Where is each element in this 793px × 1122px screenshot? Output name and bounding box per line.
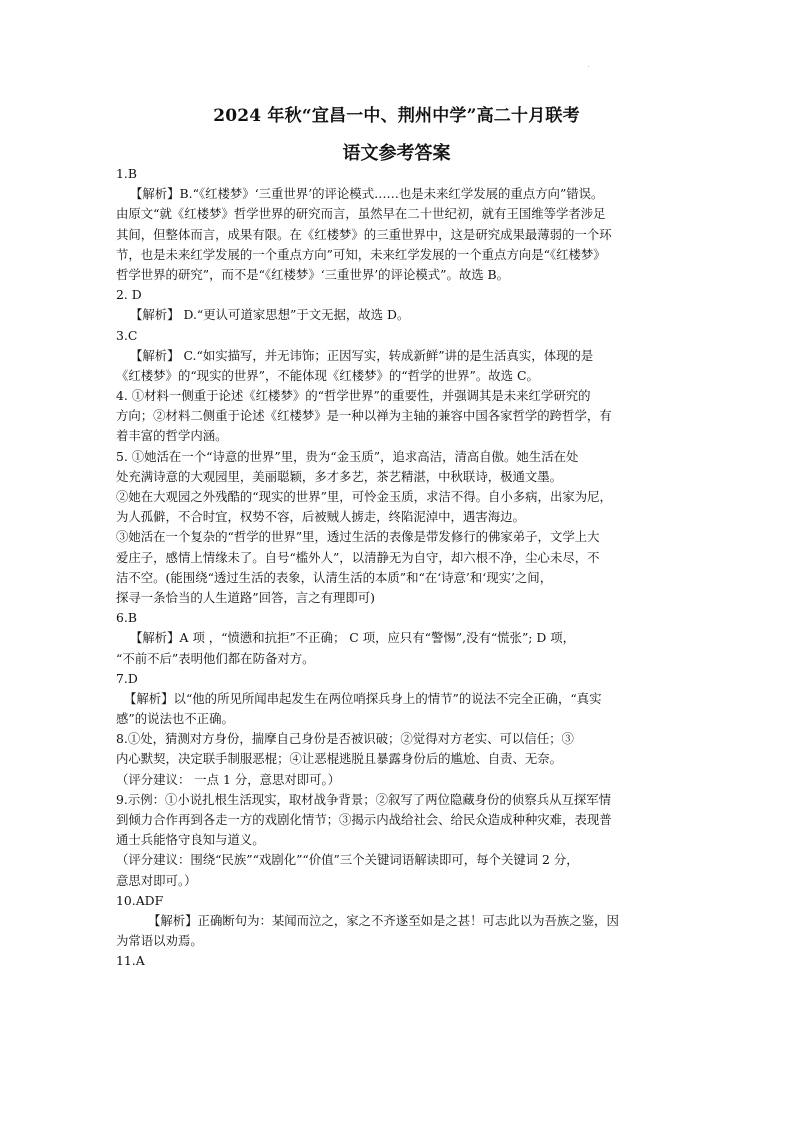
answer-number-8: 8.①处，猜测对方身份，揣摩自己身份是否被识破；②觉得对方老实、可以信任；③ bbox=[116, 731, 574, 747]
answer-line: 爱庄子，感情上情缘未了。自号“槛外人”，以清静无为自守，却六根不净，尘心未尽，不 bbox=[116, 549, 600, 565]
answer-number-5: 5. ①她活在一个“诗意的世界”里，贵为“金玉质”，追求高洁，清高自傲。她生活在处 bbox=[116, 448, 579, 464]
answer-line: 洁不空。(能围绕“透过生活的表象，认清生活的本质”和“在‘诗意’和‘现实’之间， bbox=[116, 569, 553, 585]
analysis-line: 由原文“就《红楼梦》哲学世界的研究而言，虽然早在二十世纪初，就有王国维等学者涉足 bbox=[116, 206, 606, 222]
answer-number-11: 11.A bbox=[116, 953, 145, 969]
analysis-line: 【解析】 D.“更认可道家思想”于文无据，故选 D。 bbox=[130, 307, 410, 323]
analysis-line: “不前不后”表明他们都在防备对方。 bbox=[116, 650, 315, 666]
scoring-note: （评分建议： 一点 1 分，意思对即可。） bbox=[116, 771, 341, 787]
answer-line: ③她活在一个复杂的“哲学的世界”里，透过生活的表像是带发修行的佛家弟子，文学上大 bbox=[116, 529, 600, 545]
analysis-line: 【解析】 C.“如实描写，并无讳饰；正因写实，转成新鲜”讲的是生活真实，体现的是 bbox=[130, 347, 594, 363]
analysis-line: 【解析】B.“《红楼梦》‘三重世界’的评论模式……也是未来红学发展的重点方向”错误。 bbox=[130, 186, 604, 202]
analysis-line: 【解析】以“他的所见所闻串起发生在两位哨探兵身上的情节”的说法不完全正确，“真实 bbox=[124, 690, 602, 706]
answer-line: 探寻一条恰当的人生道路”回答，言之有理即可) bbox=[116, 589, 375, 605]
answer-body bbox=[116, 164, 682, 972]
answer-key-heading: 语文参考答案 bbox=[342, 143, 451, 164]
answer-line: 处充满诗意的大观园里，美丽聪颖，多才多艺，茶艺精湛，中秋联诗，极通文墨。 bbox=[116, 468, 563, 484]
analysis-line: 哲学世界的研究”，而不是“《红楼梦》‘三重世界’的评论模式”。故选 B。 bbox=[116, 266, 510, 282]
analysis-line: 其间，但整体而言，成果有限。在《红楼梦》的三重世界中，这是研究成果最薄弱的一个环 bbox=[116, 226, 612, 242]
analysis-line: 为常语以劝焉。 bbox=[116, 933, 203, 949]
answer-number-3: 3.C bbox=[116, 327, 138, 343]
scoring-note: 意思对即可。） bbox=[116, 872, 197, 888]
answer-number-6: 6.B bbox=[116, 610, 137, 626]
answer-line: 为人孤僻，不合时宜，权势不容，后被贼人掳走，终陷泥淖中，遇害海边。 bbox=[116, 509, 525, 525]
analysis-line: 节，也是未来红学发展的一个重点方向”可知，未来红学发展的一个重点方向是“《红楼梦》 bbox=[116, 246, 606, 262]
scoring-note: （评分建议：围绕“民族”“戏剧化”“价值”三个关键词语解读即可，每个关键词 2 分， bbox=[116, 852, 579, 868]
answer-number-9: 9.示例：①小说扎根生活现实，取材战争背景；②叙写了两位隐藏身份的侦察兵从互探军情 bbox=[116, 791, 612, 807]
analysis-line: 《红楼梦》的“现实的世界”，不能体现《红楼梦》的“哲学的世界”。故选 C。 bbox=[116, 367, 539, 383]
answer-number-4: 4. ①材料一侧重于论述《红楼梦》的“哲学世界”的重要性，并强调其是未来红学研究的 bbox=[116, 388, 591, 404]
answer-line: 内心默契，决定联手制服恶棍；④让恶棍逃脱且暴露身份后的尴尬、自责、无奈。 bbox=[116, 751, 563, 767]
answer-line: 着丰富的哲学内涵。 bbox=[116, 428, 228, 444]
analysis-line: 感”的说法也不正确。 bbox=[116, 711, 234, 727]
scan-speck bbox=[588, 66, 589, 67]
answer-line: 通士兵能恪守良知与道义。 bbox=[116, 832, 265, 848]
exam-title: 2024 年秋“宜昌一中、荆州中学”高二十月联考 bbox=[213, 106, 580, 126]
answer-line: ②她在大观园之外残酷的“现实的世界”里，可怜金玉质，求洁不得。自小多病，出家为尼， bbox=[116, 489, 612, 504]
answer-number-7: 7.D bbox=[116, 670, 138, 686]
answer-number-1: 1.B bbox=[116, 166, 137, 181]
answer-line: 方向；②材料二侧重于论述《红楼梦》是一种以禅为主轴的兼容中国各家哲学的跨哲学，有 bbox=[116, 408, 612, 424]
analysis-line: 【解析】正确断句为：某闻而泣之，家之不齐遂至如是之甚！可志此以为吾族之鉴，因 bbox=[148, 912, 619, 928]
answer-line: 到倾力合作再到各走一方的戏剧化情节；③揭示内战给社会、给民众造成种种灾难，表现普 bbox=[116, 812, 612, 827]
analysis-line: 【解析】A 项 ，“愤懑和抗拒”不正确； C 项，应只有“警惕”,没有“慌张”; D 项， bbox=[130, 630, 576, 646]
answer-number-2: 2. D bbox=[116, 287, 142, 303]
answer-number-10: 10.ADF bbox=[116, 892, 164, 908]
